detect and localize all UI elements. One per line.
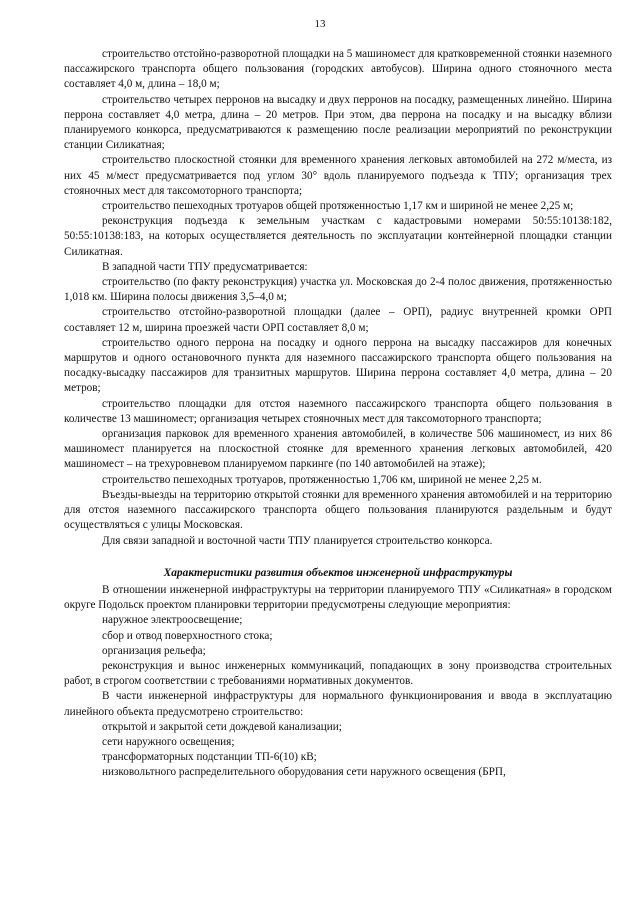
paragraph: строительство плоскостной стоянки для временного хранения легковых автомобилей на 272 м/места, из них 45 м/мест предусматривается под углом 30° вдоль планируемого подъезда к ТПУ; организация трех стояночных мест для таксомоторного транспорта; <box>64 154 612 197</box>
paragraph: строительство четырех перронов на высадку и двух перронов на посадку, размещенных линейно. Ширина перрона составляет 4,0 метра, длина – 20 метров. При этом, два перрона на посадку и на высадку вблизи планируемого конкорса, предусматриваются к размещению после реализации мероприятий по реконструкции станции Силикатная; <box>64 93 612 152</box>
paragraph: сети наружного освещения; <box>102 735 235 748</box>
paragraph: строительство отстойно-разворотной площадки (далее – ОРП), радиус внутренней кромки ОРП составляет 12 м, ширина проезжей части ОРП составляет 8,0 м; <box>64 306 612 334</box>
page-number: 13 <box>314 18 326 30</box>
paragraph: В западной части ТПУ предусматривается: <box>102 260 308 273</box>
paragraph: В отношении инженерной инфраструктуры на территории планируемого ТПУ «Силикатная» в городском округе Подольск проектом планировки территории предусмотрены следующие мероприятия: <box>64 583 612 612</box>
paragraph: Въезды-выезды на территорию открытой стоянки для временного хранения автомобилей и на территорию для отстоя наземного пассажирского транспорта общего пользования планируются раздельным и будут осуществляться с улицы Московская. <box>64 488 612 532</box>
paragraph: Для связи западной и восточной части ТПУ планируется строительство конкорса. <box>102 534 493 547</box>
paragraph: В части инженерной инфраструктуры для нормального функционирования и ввода в эксплуатацию линейного объекта предусмотрено строительство: <box>64 690 612 718</box>
paragraph: реконструкция и вынос инженерных коммуникаций, попадающих в зону производства строительных работ, в строгом соответствии с требованиями нормативных документов. <box>64 659 612 688</box>
paragraph: низковольтного распределительного оборудования сети наружного освещения (БРП, <box>102 766 506 779</box>
paragraph: строительство (по факту реконструкция) участка ул. Московская до 2-4 полос движения, протяженностью 1,018 км. Ширина полосы движения 3,5–4,0 м; <box>64 276 612 304</box>
paragraph: организация парковок для временного хранения автомобилей, в количестве 506 машиномест, из них 86 машиномест планируется на плоскостной стоянке для временного хранения легковых автомобилей, 420 машиномест – на трехуровневом планируемом паркинге (по 140 автомобилей на этаже); <box>64 428 612 471</box>
paragraph: реконструкция подъезда к земельным участкам с кадастровыми номерами 50:55:10138:182, 50:55:10138:183, на которых осуществляется деятельность по эксплуатации контейнерной площадки станции Силикатная. <box>64 215 612 258</box>
paragraph: строительство площадки для отстоя наземного пассажирского транспорта общего пользования в количестве 13 машиномест; организация четырех стояночных мест для таксомоторного транспорта; <box>64 397 612 425</box>
paragraph: наружное электроосвещение; <box>102 614 243 627</box>
paragraph: организация рельефа; <box>102 644 206 657</box>
document-body <box>64 47 612 781</box>
paragraph: трансформаторных подстанции ТП-6(10) кВ; <box>102 751 317 764</box>
paragraph: сбор и отвод поверхностного стока; <box>102 629 273 642</box>
paragraph: строительство пешеходных тротуаров, протяженностью 1,706 км, шириной не менее 2,25 м. <box>102 473 542 486</box>
paragraph: строительство пешеходных тротуаров общей протяженностью 1,17 км и шириной не менее 2,25 м; <box>102 200 574 213</box>
paragraph: открытой и закрытой сети дождевой канализации; <box>102 720 342 733</box>
paragraph: строительство отстойно-разворотной площадки на 5 машиномест для кратковременной стоянки наземного пассажирского транспорта общего пользования (городских автобусов). Ширина одного стояночного места составляет 4,0 м, длина – 18,0 м; <box>64 48 612 91</box>
paragraph: строительство одного перрона на посадку и одного перрона на высадку пассажиров для конечных маршрутов и одного остановочного пункта для наземного пассажирского транспорта общего пользования на посадку-высадку пассажиров для транзитных маршрутов. Ширина перрона составляет 4,0 метра, длина – 20 метров; <box>64 336 612 395</box>
section-heading: Характеристики развития объектов инженерной инфраструктуры <box>163 566 513 579</box>
